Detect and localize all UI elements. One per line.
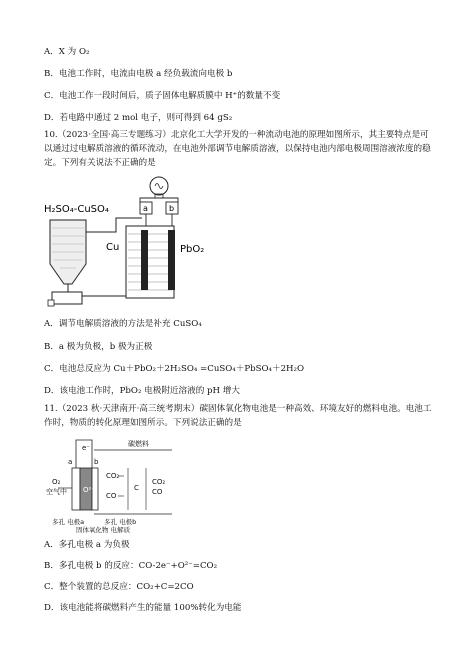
fig10-label-a: a xyxy=(143,204,148,213)
fig11-c: C xyxy=(134,484,139,492)
fig11-porous-b: 多孔 电极b xyxy=(104,518,137,526)
prev-option-c: C．电池工作一段时间后，质子固体电解质膜中 H⁺的数量不变 xyxy=(44,91,281,101)
prev-option-d: D．若电路中通过 2 mol 电子，则可得到 64 gS₂ xyxy=(44,113,233,123)
fig11-carbon-fuel: 碳燃料 xyxy=(128,440,149,448)
q11-option-d: D．该电池能将碳燃料产生的能量 100%转化为电能 xyxy=(44,603,242,613)
lightbulb-icon xyxy=(150,177,168,198)
fig11-co2-right: CO₂ xyxy=(152,478,166,486)
q11-stem: 11.（2023 秋·天津南开·高三统考期末）碳固体氧化物电池是一种高效、环境友好的燃料电池。电池工作时，物质的转化原理如图所示。下列说法正确的是 xyxy=(44,404,432,428)
q11-option-b: B．多孔电极 b 的反应：CO-2e⁻+O²⁻=CO₂ xyxy=(44,561,218,571)
fig11-co-left: CO xyxy=(106,492,117,500)
q11-option-c: C．整个装置的总反应：CO₂+C=2CO xyxy=(44,582,194,592)
fig11-b: b xyxy=(94,458,99,466)
fig11-e: e⁻ xyxy=(82,444,91,452)
fig10-label-pbo2: PbO₂ xyxy=(180,244,204,255)
q11-figure xyxy=(44,436,204,534)
fig11-air: 空气中 xyxy=(46,488,67,496)
fig10-label-cu: Cu xyxy=(106,242,120,253)
fig11-o2minus: O²⁻ xyxy=(83,486,96,494)
prev-option-a: A．X 为 O₂ xyxy=(44,47,90,57)
q10-stem: 10.（2023·全国·高三专题练习）北京化工大学开发的一种流动电池的原理如图所示，其主要特点是可以通过过电解质溶液的循环流动，在电池外部调节电解质溶液，以保持电池内部电极周围溶液浓度的稳定。下列有关说法不正确的是 xyxy=(44,130,431,168)
fig11-o2: O₂ xyxy=(52,478,61,486)
fig11-solid-electrolyte: 固体氧化物 电解质 xyxy=(76,526,131,534)
fig11-a: a xyxy=(68,458,73,466)
q11-option-a: A．多孔电极 a 为负极 xyxy=(44,540,130,550)
fig10-label-tank: H₂SO₄-CuSO₄ xyxy=(44,204,109,215)
q10-figure xyxy=(44,172,204,310)
fig11-porous-a: 多孔 电极a xyxy=(52,518,85,526)
prev-option-b: B．电池工作时，电流由电极 a 经负载流向电极 b xyxy=(44,69,233,79)
q10-option-c: C．电池总反应为 Cu＋PbO₂＋2H₂SO₄ =CuSO₄＋PbSO₄＋2H₂O xyxy=(44,364,305,374)
fig11-co-right: CO xyxy=(152,488,163,496)
fig11-co2-left: CO₂ xyxy=(106,472,120,480)
q10-option-a: A．调节电解质溶液的方法是补充 CuSO₄ xyxy=(44,319,202,329)
fig10-label-b: b xyxy=(169,204,175,213)
q10-option-b: B．a 极为负极，b 极为正极 xyxy=(44,342,153,352)
q10-option-d: D．该电池工作时，PbO₂ 电极附近溶液的 pH 增大 xyxy=(44,386,240,396)
